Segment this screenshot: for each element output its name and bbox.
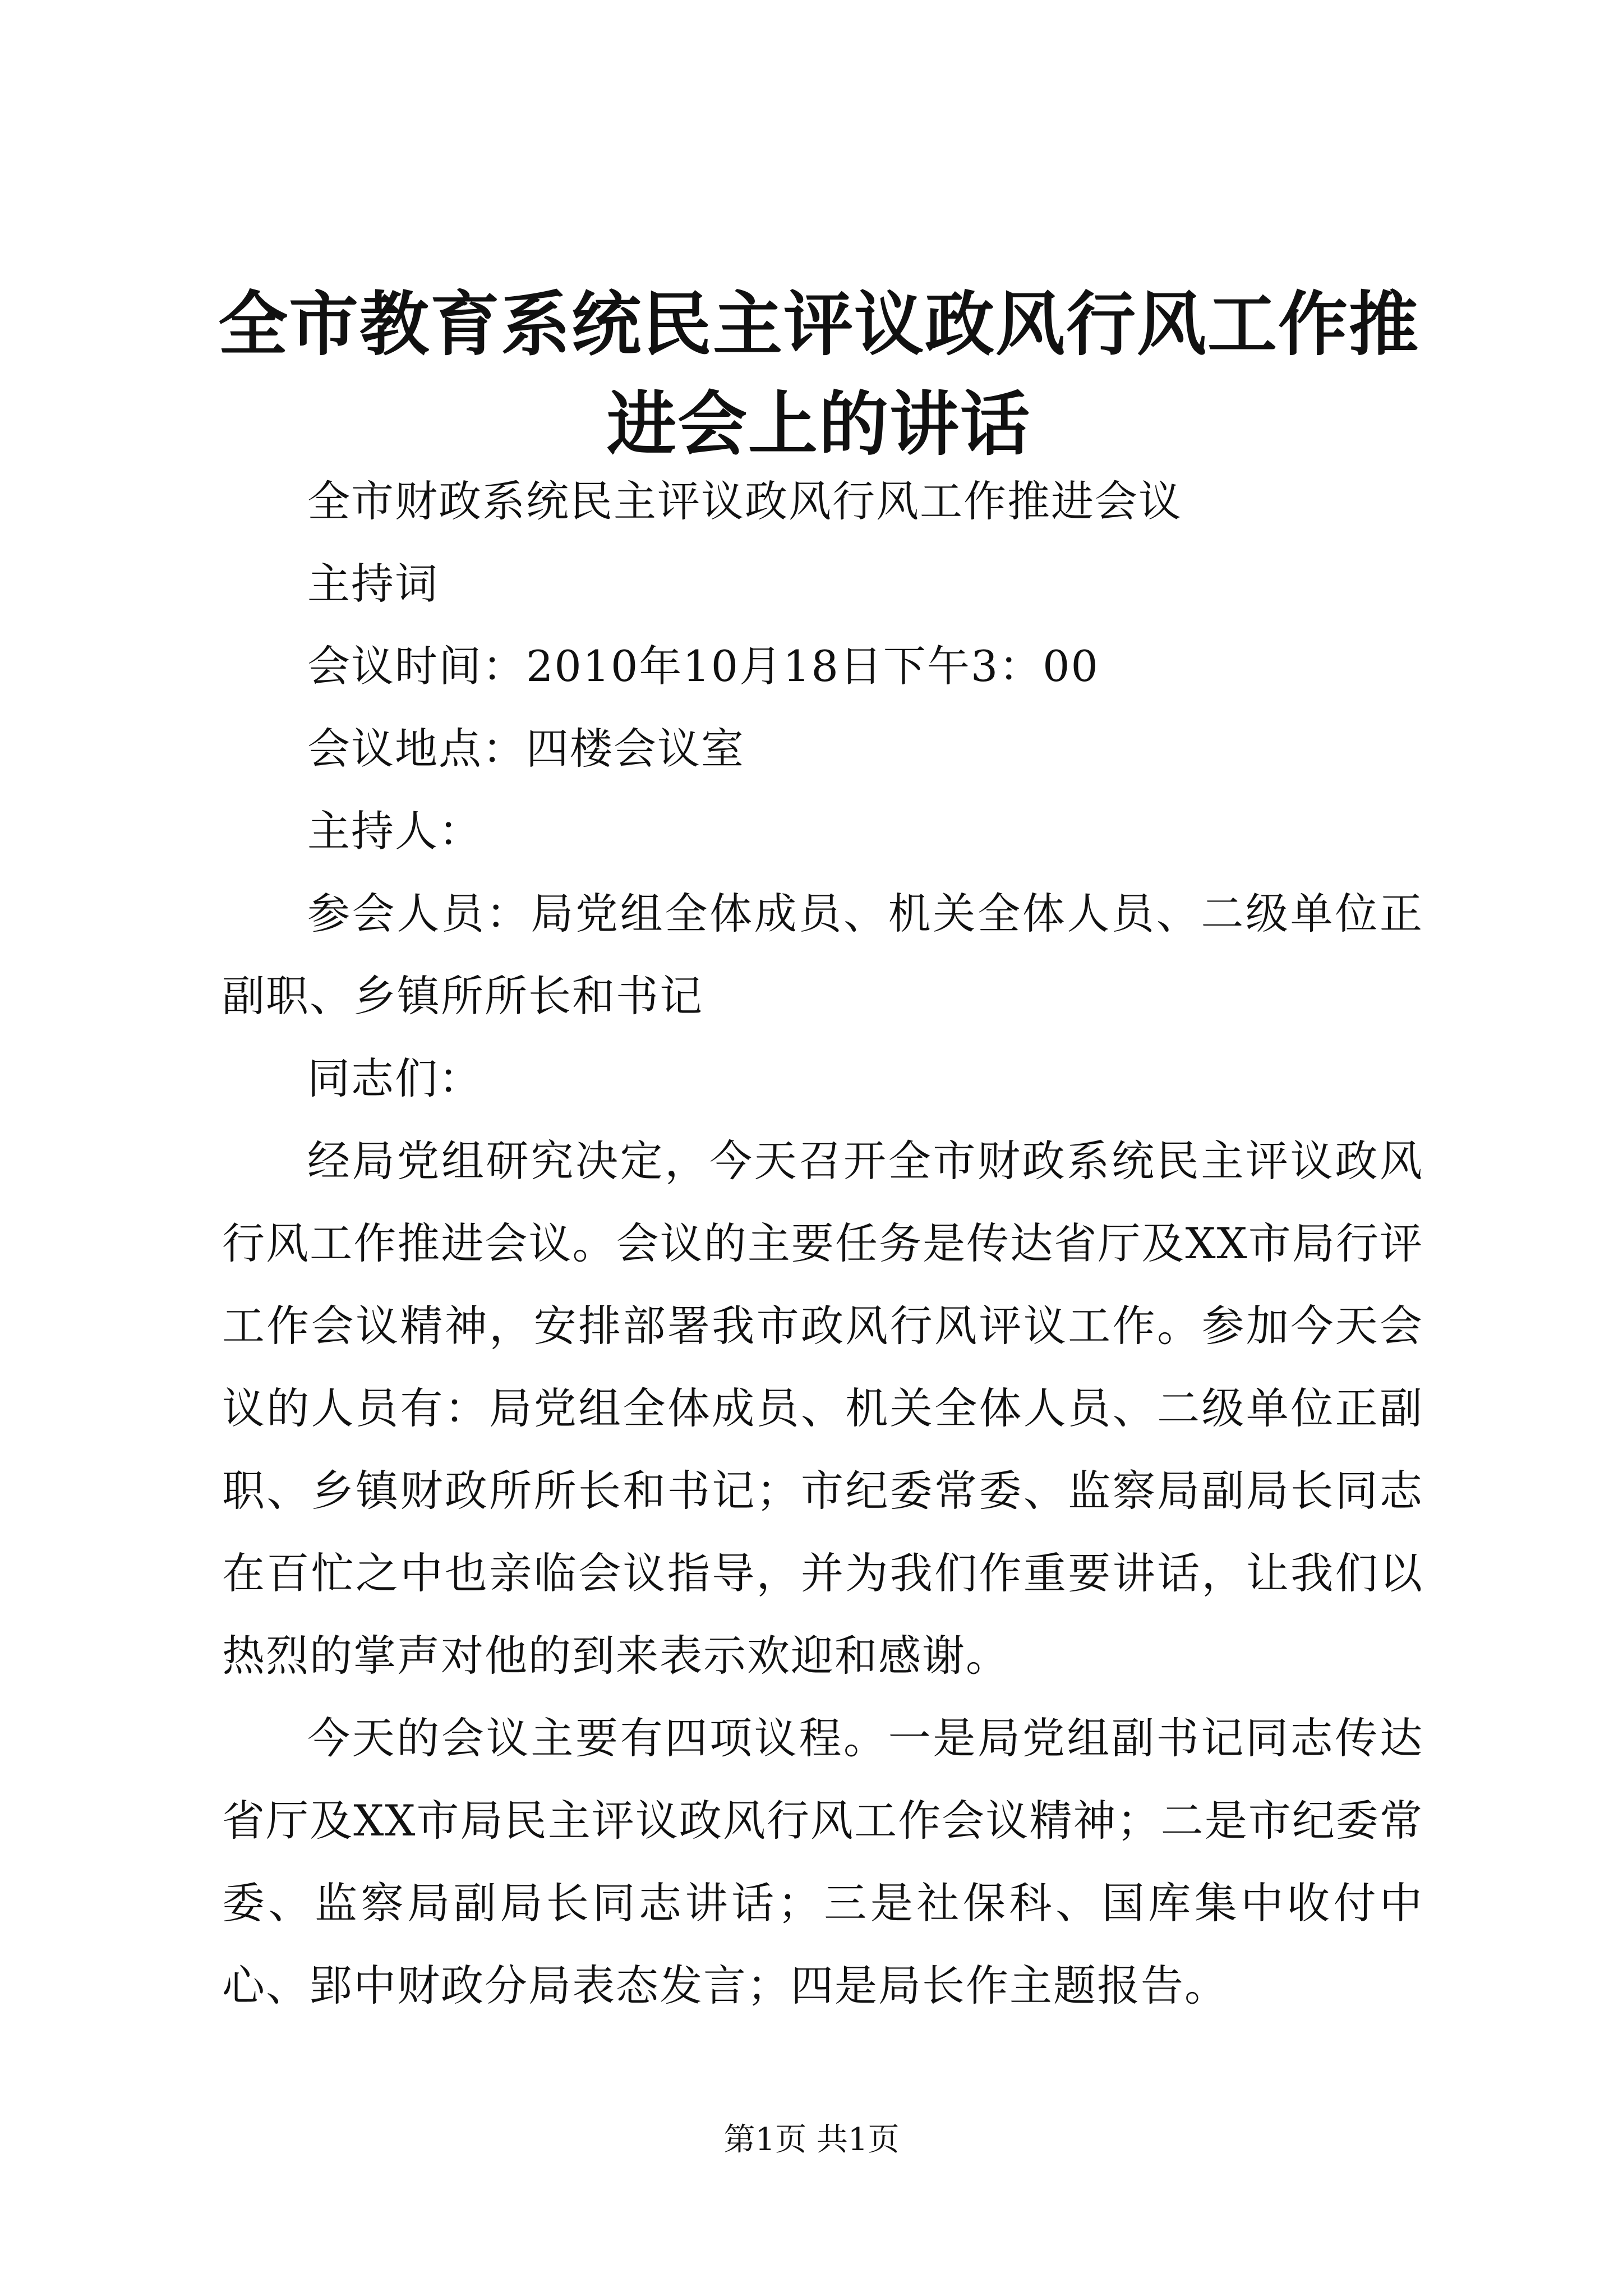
page-number: 第1页 共1页 [723,2122,900,2158]
paragraph-intro: 经局党组研究决定，今天召开全市财政系统民主评议政风行风工作推进会议。会议的主要任务是传达省厅及XX市局行评工作会议精神，安排部署我市政风行风评议工作。参加今天会议的人员有：局党组全体成员、机关全体人员、二级单位正副职、乡镇财政所所长和书记；市纪委常委、监察局副局长同志在百忙之中也亲临会议指导，并为我们作重要讲话，让我们以热烈的掌声对他的到来表示欢迎和感谢。 [222,1136,1423,1681]
paragraph-meeting-time: 会议时间：2010年10月18日下午3：00 [307,641,1099,691]
paragraph-host-words: 主持词 [307,559,439,609]
paragraph-agenda: 今天的会议主要有四项议程。一是局党组副书记同志传达省厅及XX市局民主评议政风行风工作会议精神；二是市纪委常委、监察局副局长同志讲话；三是社保科、国库集中收付中心、郢中财政分局表态发言；四是局长作主题报告。 [222,1713,1423,2010]
paragraph-attendees: 参会人员：局党组全体成员、机关全体人员、二级单位正副职、乡镇所所长和书记 [222,889,1423,1021]
paragraph-host: 主持人： [307,806,482,856]
paragraph-greeting: 同志们： [307,1053,482,1103]
paragraph-meeting-name: 全市财政系统民主评议政风行风工作推进会议 [307,476,1182,526]
paragraph-meeting-place: 会议地点：四楼会议室 [307,724,745,774]
document-title: 全市教育系统民主评议政风行风工作推进会上的讲话 [218,284,1419,465]
page-footer [0,2118,1623,2162]
document-body [222,460,1423,2027]
